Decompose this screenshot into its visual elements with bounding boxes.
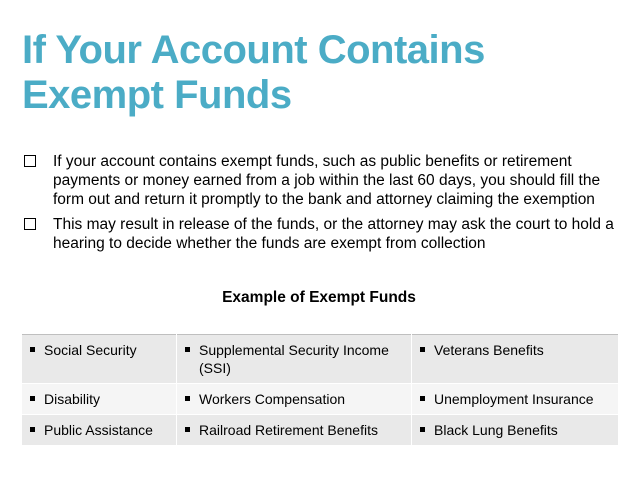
cell-text: Workers Compensation (199, 391, 346, 407)
bullet-text: If your account contains exempt funds, such as public benefits or retirement payments or money earned from a job within the last 60 days, you should fill the form out and return it promptly to the bank and attorney claiming the exemption (53, 153, 601, 208)
table-cell (22, 415, 177, 446)
square-bullet-icon (30, 396, 35, 401)
table-cell (412, 384, 619, 415)
table-cell (22, 335, 177, 384)
cell-text: Veterans Benefits (434, 342, 544, 358)
checkbox-bullet-icon (24, 218, 36, 230)
exempt-funds-table (22, 334, 619, 445)
cell-text: Railroad Retirement Benefits (199, 422, 378, 438)
cell-text: Unemployment Insurance (434, 391, 594, 407)
square-bullet-icon (185, 347, 190, 352)
bullet-item (22, 152, 622, 209)
square-bullet-icon (30, 347, 35, 352)
square-bullet-icon (420, 347, 425, 352)
square-bullet-icon (185, 396, 190, 401)
table-cell (412, 335, 619, 384)
bullet-list (22, 152, 622, 259)
cell-text: Supplemental Security Income (SSI) (199, 342, 389, 376)
table-caption: Example of Exempt Funds (222, 289, 416, 306)
checkbox-bullet-icon (24, 155, 36, 167)
cell-text: Black Lung Benefits (434, 422, 558, 438)
table-cell (412, 415, 619, 446)
square-bullet-icon (420, 396, 425, 401)
table-row (22, 415, 619, 446)
table-cell (22, 384, 177, 415)
cell-text: Disability (44, 391, 101, 407)
table-row (22, 384, 619, 415)
table-cell (177, 384, 412, 415)
cell-text: Public Assistance (44, 422, 153, 438)
cell-text: Social Security (44, 342, 137, 358)
bullet-text: This may result in release of the funds, or the attorney may ask the court to hold a hearing to decide whether the funds are exempt from collection (53, 216, 614, 252)
square-bullet-icon (185, 427, 190, 432)
slide-title: If Your Account Contains Exempt Funds (22, 28, 485, 117)
bullet-item (22, 215, 622, 253)
square-bullet-icon (30, 427, 35, 432)
square-bullet-icon (420, 427, 425, 432)
table-cell (177, 335, 412, 384)
table-cell (177, 415, 412, 446)
table-row (22, 335, 619, 384)
